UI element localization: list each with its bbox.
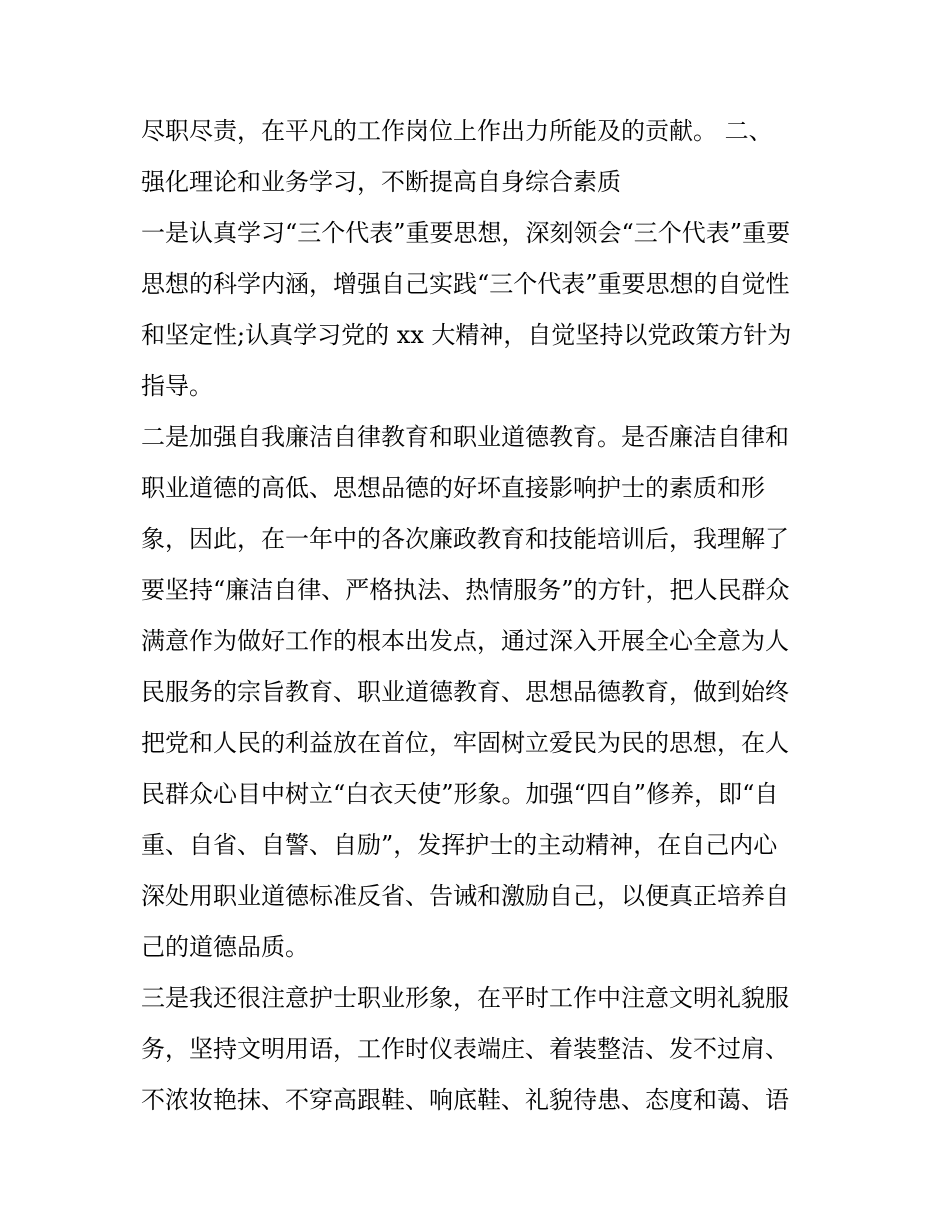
text-line-8: 职业道德的高低、思想品德的好坏直接影响护士的素质和形 — [141, 474, 765, 502]
text-line-2: 强化理论和业务学习，不断提高自身综合素质 — [141, 168, 621, 196]
text-line-14: 民群众心目中树立“白衣天使”形象。加强“四自”修养，即“自 — [141, 780, 779, 808]
text-line-9: 象，因此，在一年中的各次廉政教育和技能培训后，我理解了 — [141, 525, 789, 553]
text-line-10: 要坚持“廉洁自律、严格执法、热情服务”的方针，把人民群众 — [141, 576, 790, 604]
text-line-18: 三是我还很注意护士职业形象，在平时工作中注意文明礼貌服 — [141, 984, 789, 1012]
text-line-13: 把党和人民的利益放在首位，牢固树立爱民为民的思想，在人 — [141, 729, 789, 757]
text-line-12: 民服务的宗旨教育、职业道德教育、思想品德教育，做到始终 — [141, 678, 789, 706]
text-line-7: 二是加强自我廉洁自律教育和职业道德教育。是否廉洁自律和 — [141, 423, 789, 451]
text-line-11: 满意作为做好工作的根本出发点，通过深入开展全心全意为人 — [141, 627, 789, 655]
text-line-1: 尽职尽责，在平凡的工作岗位上作出力所能及的贡献。 二、 — [141, 117, 773, 145]
text-line-5: 和坚定性;认真学习党的 xx 大精神，自觉坚持以党政策方针为 — [141, 321, 792, 349]
text-line-3: 一是认真学习“三个代表”重要思想，深刻领会“三个代表”重要 — [141, 219, 791, 247]
text-line-16: 深处用职业道德标准反省、告诫和激励自己，以便真正培养自 — [141, 882, 789, 910]
text-line-15: 重、自省、自警、自励”，发挥护士的主动精神，在自己内心 — [141, 831, 778, 859]
text-line-20: 不浓妆艳抹、不穿高跟鞋、响底鞋、礼貌待患、态度和蔼、语 — [141, 1086, 789, 1114]
text-line-19: 务，坚持文明用语，工作时仪表端庄、着装整洁、发不过肩、 — [141, 1035, 789, 1063]
text-line-17: 己的道德品质。 — [141, 933, 309, 961]
text-line-4: 思想的科学内涵，增强自己实践“三个代表”重要思想的自觉性 — [141, 270, 790, 298]
document-body-text — [141, 106, 821, 1126]
text-line-6: 指导。 — [141, 372, 213, 400]
